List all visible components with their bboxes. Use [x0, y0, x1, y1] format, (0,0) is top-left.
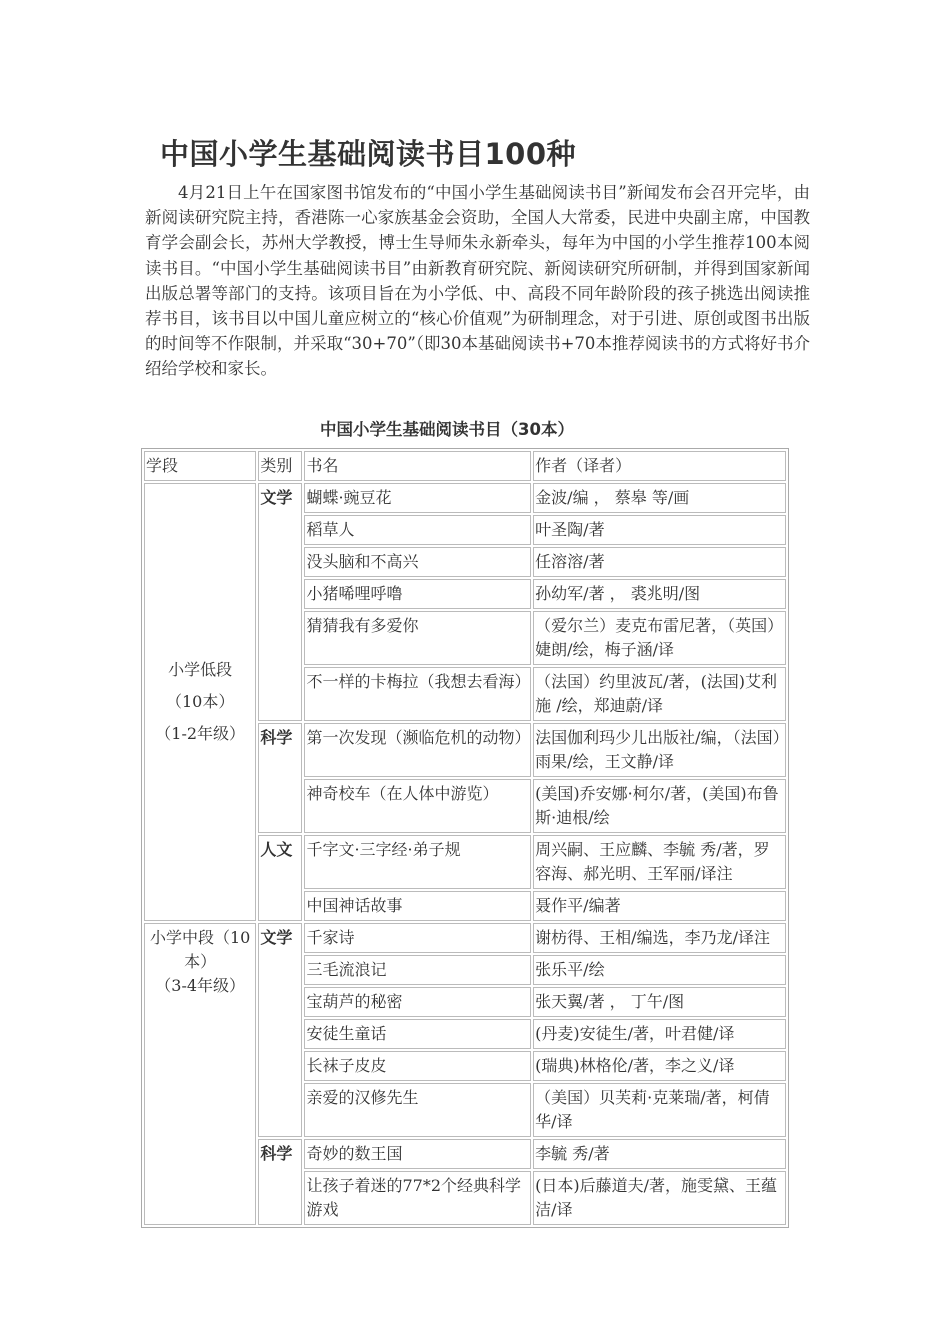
book-title: 中国神话故事 [304, 891, 531, 921]
category-literature: 文学 [258, 483, 302, 721]
document-title: 中国小学生基础阅读书目100种 [160, 137, 577, 171]
book-title: 不一样的卡梅拉（我想去看海） [304, 667, 531, 721]
book-author: 叶圣陶/著 [533, 515, 786, 545]
book-title: 第一次发现（濒临危机的动物） [304, 723, 531, 777]
book-author: (美国)乔安娜·柯尔/著，(美国)布鲁斯·迪根/绘 [533, 779, 786, 833]
book-author: (日本)后藤道夫/著，施雯黛、王蕴洁/译 [533, 1171, 786, 1225]
book-title: 安徒生童话 [304, 1019, 531, 1049]
book-author: 任溶溶/著 [533, 547, 786, 577]
book-title: 宝葫芦的秘密 [304, 987, 531, 1017]
book-author: 聂作平/编著 [533, 891, 786, 921]
book-title: 稻草人 [304, 515, 531, 545]
book-author: 张天翼/著 ， 丁午/图 [533, 987, 786, 1017]
book-title: 蝴蝶·豌豆花 [304, 483, 531, 513]
book-title: 奇妙的数王国 [304, 1139, 531, 1169]
category-literature: 文学 [258, 923, 302, 1137]
book-author: （爱尔兰）麦克布雷尼著，（英国）婕朗/绘，梅子涵/译 [533, 611, 786, 665]
stage-mid-name: 小学中段（10本） [149, 928, 251, 971]
book-author: (瑞典)林格伦/著，李之义/译 [533, 1051, 786, 1081]
header-book: 书名 [304, 451, 531, 481]
table-caption: 中国小学生基础阅读书目（30本） [320, 420, 574, 439]
stage-low-cell [144, 483, 256, 921]
book-title: 神奇校车（在人体中游览） [304, 779, 531, 833]
book-author: 谢枋得、王相/编选，李乃龙/译注 [533, 923, 786, 953]
book-author: 周兴嗣、王应麟、李毓 秀/著，罗容海、郝光明、王军丽/译注 [533, 835, 786, 889]
book-title: 小猪唏哩呼噜 [304, 579, 531, 609]
header-category: 类别 [258, 451, 302, 481]
book-author: （法国）约里波瓦/著，(法国)艾利施 /绘，郑迪蔚/译 [533, 667, 786, 721]
reading-list-table [141, 448, 789, 1228]
category-science: 科学 [258, 1139, 302, 1225]
book-title: 三毛流浪记 [304, 955, 531, 985]
book-author: （美国）贝芙莉·克莱瑞/著，柯倩华/译 [533, 1083, 786, 1137]
stage-low-grades: （1-2年级） [155, 724, 246, 743]
header-stage: 学段 [144, 451, 256, 481]
book-author: 金波/编 ， 蔡皋 等/画 [533, 483, 786, 513]
book-title: 让孩子着迷的77*2个经典科学游戏 [304, 1171, 531, 1225]
book-author: 李毓 秀/著 [533, 1139, 786, 1169]
book-title: 亲爱的汉修先生 [304, 1083, 531, 1137]
stage-mid-grades: （3-4年级） [155, 976, 246, 995]
book-author: 法国伽利玛少儿出版社/编，（法国）雨果/绘，王文静/译 [533, 723, 786, 777]
book-title: 长袜子皮皮 [304, 1051, 531, 1081]
category-humanities: 人文 [258, 835, 302, 921]
table-row [144, 483, 786, 513]
book-author: (丹麦)安徒生/著，叶君健/译 [533, 1019, 786, 1049]
category-science: 科学 [258, 723, 302, 833]
stage-low-count: （10本） [165, 692, 235, 711]
book-title: 没头脑和不高兴 [304, 547, 531, 577]
book-author: 张乐平/绘 [533, 955, 786, 985]
intro-paragraph: 4月21日上午在国家图书馆发布的“中国小学生基础阅读书目”新闻发布会召开完毕，由新阅读研究院主持，香港陈一心家族基金会资助，全国人大常委，民进中央副主席，中国教育学会副会长，苏州大学教授，博士生导师朱永新牵头，每年为中国的小学生推荐100本阅读书目。“中国小学生基础阅读书目”由新教育研究院、新阅读研究所研制，并得到国家新闻出版总署等部门的支持。该项目旨在为小学低、中、高段不同年龄阶段的孩子挑选出阅读推荐书目，该书目以中国儿童应树立的“核心价值观”为研制理念，对于引进、原创或图书出版的时间等不作限制，并采取“30+70”（即30本基础阅读书+70本推荐阅读书的方式将好书介绍给学校和家长。 [145, 183, 810, 379]
table-header-row [144, 451, 786, 481]
header-author: 作者（译者） [533, 451, 786, 481]
stage-mid-cell [144, 923, 256, 1225]
book-title: 猜猜我有多爱你 [304, 611, 531, 665]
stage-low-name: 小学低段 [168, 660, 233, 679]
table-row [144, 923, 786, 953]
book-author: 孙幼军/著 ， 裘兆明/图 [533, 579, 786, 609]
book-title: 千家诗 [304, 923, 531, 953]
book-title: 千字文·三字经·弟子规 [304, 835, 531, 889]
